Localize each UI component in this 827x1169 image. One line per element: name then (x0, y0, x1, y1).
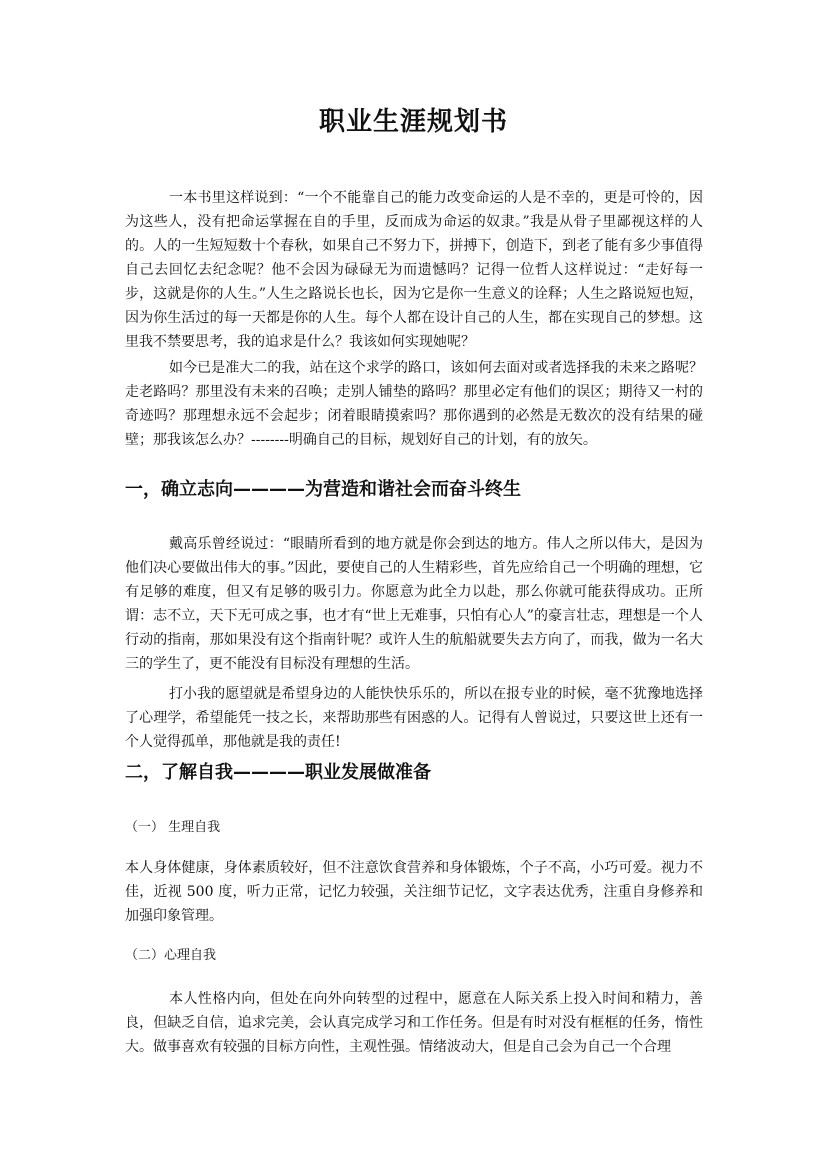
section2-sub1-label: （一） 生理自我 (125, 820, 221, 835)
section2-heading: 二，了解自我————职业发展做准备 (125, 762, 431, 783)
section2-sub2-label: （二）心理自我 (125, 948, 217, 963)
section1-paragraph-2: 打小我的愿望就是希望身边的人能快快乐乐的，所以在报专业的时候，毫不犹豫地选择了心理学，希望能凭一技之长，来帮助那些有困惑的人。记得有人曾说过，只要这世上还有一个人觉得孤单，那他就是我的责任! (125, 686, 703, 750)
section1-heading: 一，确立志向————为营造和谐社会而奋斗终生 (125, 479, 521, 500)
document-title: 职业生涯规划书 (318, 107, 508, 137)
intro-paragraph-2: 如今已是准大二的我，站在这个求学的路口，该如何去面对或者选择我的未来之路呢？走老路吗？那里没有未来的召唤；走别人铺垫的路吗？那里必定有他们的误区；期待又一村的奇迹吗？那理想永远不会起步；闭着眼睛摸索吗？那你遇到的必然是无数次的没有结果的碰壁；那我该怎么办？--------明确自己的目标，规划好自己的计划，有的放矢。 (125, 360, 703, 448)
intro-paragraph-1: 一本书里这样说到：“一个不能靠自己的能力改变命运的人是不幸的，更是可怜的，因为这些人，没有把命运掌握在自的手里，反而成为命运的奴隶。”我是从骨子里鄙视这样的人的。人的一生短短数十个春秋，如果自己不努力下，拼搏下，创造下，到老了能有多少事值得自己去回忆去纪念呢？他不会因为碌碌无为而遗憾吗？记得一位哲人这样说过：“走好每一步，这就是你的人生。”人生之路说长也长，因为它是你一生意义的诠释；人生之路说短也短，因为你生活过的每一天都是你的人生。每个人都在设计自己的人生，都在实现自己的梦想。这里我不禁要思考，我的追求是什么？我该如何实现她呢？ (125, 190, 703, 350)
section2-sub2-text: 本人性格内向，但处在向外向转型的过程中，愿意在人际关系上投入时间和精力，善良，但缺乏自信，追求完美，会认真完成学习和工作任务。但是有时对没有框框的任务，惰性大。做事喜欢有较强的目标方向性，主观性强。情绪波动大，但是自己会为自己一个合理 (125, 991, 703, 1055)
section2-sub1-text: 本人身体健康，身体素质较好，但不注意饮食营养和身体锻炼，个子不高，小巧可爱。视力不佳，近视 500 度，听力正常，记忆力较强，关注细节记忆，文字表达优秀，注重自身修养和加强印象管理。 (125, 860, 703, 924)
section1-paragraph-1: 戴高乐曾经说过：“眼睛所看到的地方就是你会到达的地方。伟人之所以伟大，是因为他们决心要做出伟大的事。”因此，要使自己的人生精彩些，首先应给自己一个明确的理想，它有足够的难度，但又有足够的吸引力。你愿意为此全力以赴，那么你就可能获得成功。正所谓：志不立，天下无可成之事，也才有“世上无难事，只怕有心人”的豪言壮志，理想是一个人行动的指南，那如果没有这个指南针呢？或许人生的航船就要失去方向了，而我，做为一名大三的学生了，更不能没有目标没有理想的生活。 (125, 536, 703, 672)
